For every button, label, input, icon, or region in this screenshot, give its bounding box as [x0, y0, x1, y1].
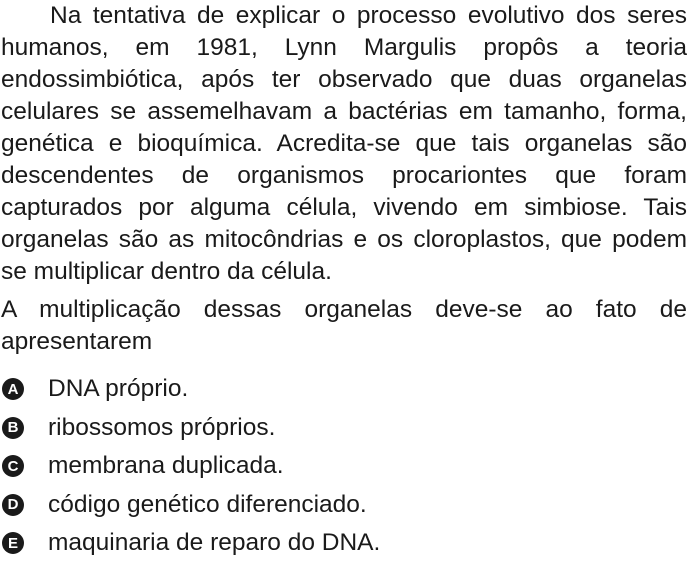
option-c-text: membrana duplicada.: [48, 452, 284, 480]
option-e-letter-badge: E: [2, 532, 24, 554]
option-b-text: ribossomos próprios.: [48, 413, 276, 441]
option-d[interactable]: [1, 486, 687, 525]
question-block: [1, 0, 687, 563]
option-e-text: maquinaria de reparo do DNA.: [48, 529, 381, 557]
option-b-letter-badge: B: [2, 417, 24, 439]
option-a-letter-badge: A: [2, 378, 24, 400]
option-a[interactable]: [1, 370, 687, 409]
option-d-letter-badge: D: [2, 494, 24, 516]
option-d-text: código genético diferenciado.: [48, 490, 367, 518]
passage-text: Na tentativa de explicar o processo evolutivo dos seres humanos, em 1981, Lynn Margulis propôs a teoria endossimbiótica, após ter observado que duas organelas celulares se assemelhavam a bactérias em tamanho, forma, genética e bioquímica. Acredita-se que tais organelas são descendentes de organismos procariontes que foram capturados por alguma célula, vivendo em simbiose. Tais organelas são as mitocôndrias e os cloroplastos, que podem se multiplicar dentro da célula.: [1, 2, 687, 285]
question-stem: A multiplicação dessas organelas deve-se ao fato de apresentarem: [1, 296, 687, 355]
answer-options: [1, 370, 687, 563]
option-c[interactable]: [1, 447, 687, 486]
option-c-letter-badge: C: [2, 455, 24, 477]
option-e[interactable]: [1, 524, 687, 563]
option-a-text: DNA próprio.: [48, 375, 189, 403]
option-b[interactable]: [1, 409, 687, 448]
